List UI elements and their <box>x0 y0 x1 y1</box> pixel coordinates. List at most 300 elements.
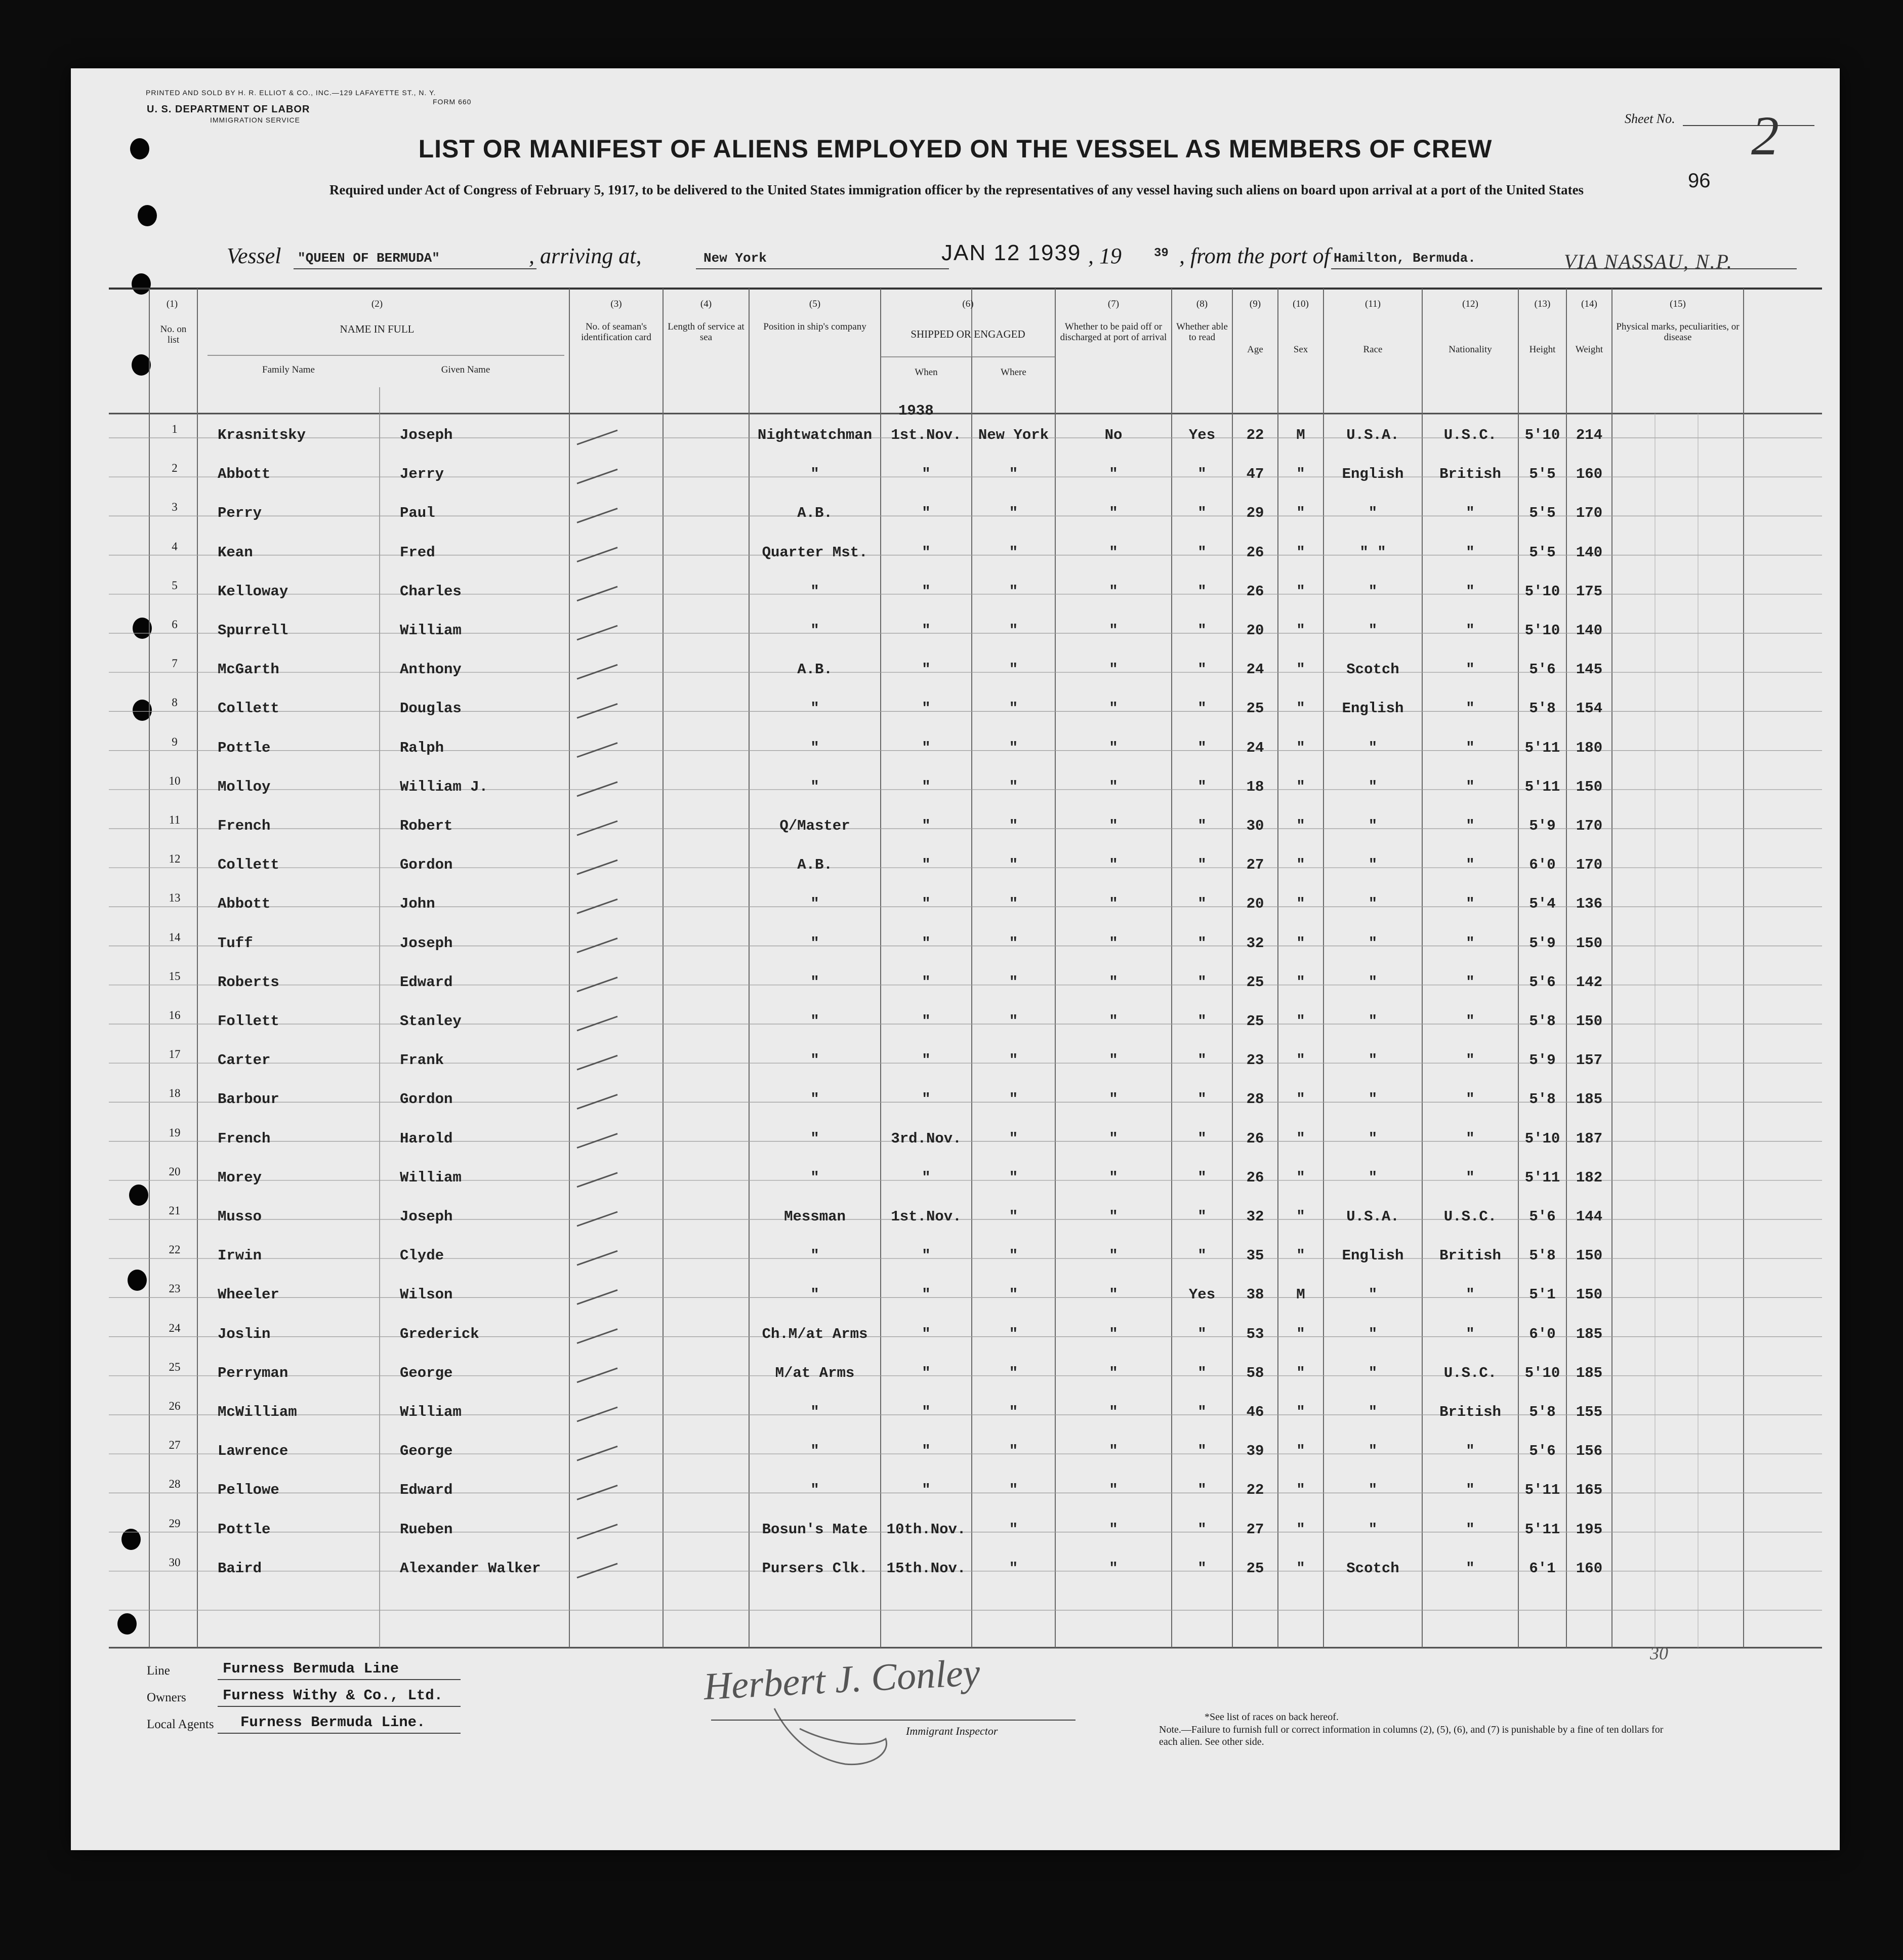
nationality: " <box>1466 1286 1475 1303</box>
sex: " <box>1296 1169 1305 1186</box>
via-port: VIA NASSAU, N.P. <box>1564 250 1733 273</box>
weight: 150 <box>1576 778 1603 795</box>
col13-num: (13) <box>1534 299 1551 309</box>
id-card-dash <box>577 1173 617 1187</box>
col15-num: (15) <box>1670 299 1686 309</box>
race: " <box>1368 778 1378 795</box>
row-number: 17 <box>169 1048 181 1061</box>
nationality: " <box>1466 895 1475 913</box>
sex: " <box>1296 1013 1305 1030</box>
given-name: Douglas <box>400 700 462 717</box>
height: 5'10 <box>1524 427 1560 443</box>
id-card-dash <box>577 1329 617 1343</box>
nationality: " <box>1466 856 1475 874</box>
row-number: 23 <box>169 1282 181 1295</box>
able-to-read: " <box>1197 544 1207 561</box>
height: 5'11 <box>1524 1521 1560 1538</box>
nationality: " <box>1466 583 1475 600</box>
id-card-dash <box>577 899 617 913</box>
age: 38 <box>1246 1286 1264 1303</box>
given-name: Edward <box>400 973 453 991</box>
shipped-when: " <box>922 1247 931 1264</box>
position: " <box>810 622 819 639</box>
age: 32 <box>1246 1208 1264 1225</box>
age: 32 <box>1246 934 1264 952</box>
inspector-signature: Herbert J. Conley <box>702 1651 981 1708</box>
col7-label: Whether to be paid off or discharged at port of arrival <box>1060 321 1167 343</box>
sex: " <box>1296 466 1305 483</box>
shipped-when: 10th.Nov. <box>886 1521 966 1538</box>
sex: " <box>1296 505 1305 522</box>
row-number: 7 <box>172 657 178 670</box>
given-name: Robert <box>400 818 453 834</box>
age: 25 <box>1246 1560 1264 1577</box>
paid-off: " <box>1109 661 1118 678</box>
row-number: 9 <box>172 735 178 748</box>
shipped-when: " <box>922 661 931 678</box>
shipped-when: " <box>922 700 931 717</box>
id-card-dash <box>577 469 617 483</box>
row-number: 18 <box>169 1087 181 1100</box>
sex: " <box>1296 622 1305 639</box>
sheet-no-label: Sheet No. <box>1625 111 1675 126</box>
shipped-where: " <box>1009 1560 1018 1577</box>
position: Nightwatchman <box>757 427 873 443</box>
family-name: Kelloway <box>218 583 288 600</box>
race-note: *See list of races on back hereof. <box>1205 1711 1339 1723</box>
able-to-read: " <box>1197 739 1207 756</box>
inspector-label: Immigrant Inspector <box>906 1725 998 1737</box>
race: English <box>1342 1247 1404 1264</box>
race: " <box>1368 1443 1378 1460</box>
age: 23 <box>1246 1052 1264 1069</box>
sex: " <box>1296 1052 1305 1069</box>
race: " <box>1368 1169 1378 1186</box>
shipped-where: " <box>1009 1404 1018 1420</box>
family-name: Pellowe <box>218 1482 279 1499</box>
id-card-dash <box>577 743 617 757</box>
weight: 175 <box>1576 583 1603 600</box>
sex: " <box>1296 934 1305 952</box>
age: 25 <box>1246 1013 1264 1030</box>
age: 26 <box>1246 583 1264 600</box>
col14-num: (14) <box>1581 299 1597 309</box>
position: A.B. <box>797 505 833 522</box>
given-name: Stanley <box>400 1013 462 1030</box>
col4-label: Length of service at sea <box>668 321 744 343</box>
paid-off: " <box>1109 1091 1118 1108</box>
height: 6'0 <box>1529 1325 1556 1342</box>
row-number: 22 <box>169 1243 181 1256</box>
given-name-header: Given Name <box>441 364 490 375</box>
weight: 144 <box>1576 1208 1603 1225</box>
able-to-read: " <box>1197 778 1207 795</box>
height: 5'11 <box>1524 1169 1560 1186</box>
shipped-when: " <box>922 1364 931 1381</box>
paid-off: " <box>1109 583 1118 600</box>
age: 27 <box>1246 1521 1264 1538</box>
race: " <box>1368 1052 1378 1069</box>
paid-off: " <box>1109 1325 1118 1342</box>
sex: " <box>1296 778 1305 795</box>
height: 5'8 <box>1529 1247 1556 1264</box>
nationality: " <box>1466 700 1475 717</box>
row-number: 11 <box>169 813 181 826</box>
sex: " <box>1296 1404 1305 1420</box>
id-card-dash <box>577 821 617 835</box>
col5-num: (5) <box>809 299 821 309</box>
position: " <box>810 895 819 913</box>
able-to-read: Yes <box>1188 427 1216 443</box>
age: 27 <box>1246 856 1264 874</box>
shipped-where: " <box>1009 1325 1018 1342</box>
col3-label: No. of seaman's identification card <box>581 321 651 343</box>
nationality: " <box>1466 973 1475 991</box>
family-name: Baird <box>218 1560 262 1577</box>
sex: " <box>1296 1521 1305 1538</box>
shipped-when: " <box>922 1052 931 1069</box>
printer-line: PRINTED AND SOLD BY H. R. ELLIOT & CO., INC.—129 LAFAYETTE ST., N. Y. <box>146 89 436 97</box>
paid-off: " <box>1109 700 1118 717</box>
race: " <box>1368 856 1378 874</box>
id-card-dash <box>577 1485 617 1499</box>
shipped-when: " <box>922 856 931 874</box>
paid-off: " <box>1109 1521 1118 1538</box>
id-card-dash <box>577 1446 617 1460</box>
given-name: Grederick <box>400 1325 479 1342</box>
nationality: " <box>1466 1013 1475 1030</box>
row-number: 6 <box>172 618 178 631</box>
vessel-label: Vessel <box>227 243 281 268</box>
family-name: Perry <box>218 505 262 522</box>
age: 53 <box>1246 1325 1264 1342</box>
id-card-dash <box>577 1016 617 1031</box>
shipped-when: " <box>922 778 931 795</box>
family-name: Irwin <box>218 1247 262 1264</box>
paid-off: " <box>1109 505 1118 522</box>
sex: " <box>1296 544 1305 561</box>
given-name: Jerry <box>400 466 444 483</box>
row-number: 1 <box>172 423 178 435</box>
col3-num: (3) <box>610 299 622 309</box>
family-name: Tuff <box>218 934 253 952</box>
row-number: 25 <box>169 1360 181 1373</box>
id-card-dash <box>577 1251 617 1265</box>
family-name: Follett <box>218 1013 279 1030</box>
family-name: Perryman <box>218 1364 288 1381</box>
list-count: 30 <box>1650 1643 1668 1663</box>
paid-off: " <box>1109 1560 1118 1577</box>
year-above-when: 1938 <box>898 402 934 419</box>
sex: " <box>1296 1325 1305 1342</box>
race: " <box>1368 739 1378 756</box>
paid-off: " <box>1109 739 1118 756</box>
vessel-name: "QUEEN OF BERMUDA" <box>298 251 440 266</box>
race: Scotch <box>1346 661 1399 678</box>
col6-num: (6) <box>962 299 974 309</box>
able-to-read: " <box>1197 1013 1207 1030</box>
given-name: Harold <box>400 1130 453 1147</box>
family-name: McWilliam <box>218 1404 297 1420</box>
paid-off: " <box>1109 934 1118 952</box>
fine-note: Note.—Failure to furnish full or correct information in columns (2), (5), (6), and (7) is punishable by a fine of ten dollars for each alien. See other side. <box>1159 1724 1664 1747</box>
age: 26 <box>1246 544 1264 561</box>
when-header: When <box>915 367 938 378</box>
able-to-read: " <box>1197 583 1207 600</box>
sheet-number: 2 <box>1751 105 1779 167</box>
age: 20 <box>1246 622 1264 639</box>
height: 5'10 <box>1524 1364 1560 1381</box>
sex: " <box>1296 973 1305 991</box>
weight: 170 <box>1576 856 1603 874</box>
col1-label: No. on list <box>160 324 187 345</box>
height: 5'10 <box>1524 1130 1560 1147</box>
row-number: 29 <box>169 1517 181 1530</box>
nationality: " <box>1466 778 1475 795</box>
col15-label: Physical marks, peculiarities, or disease <box>1616 321 1740 343</box>
weight: 155 <box>1576 1404 1603 1420</box>
col12-label: Nationality <box>1449 344 1492 355</box>
position: " <box>810 934 819 952</box>
nationality: " <box>1466 739 1475 756</box>
position: " <box>810 1013 819 1030</box>
position: " <box>810 739 819 756</box>
shipped-where: " <box>1009 583 1018 600</box>
nationality: " <box>1466 1443 1475 1460</box>
shipped-where: " <box>1009 1052 1018 1069</box>
position: " <box>810 1286 819 1303</box>
height: 5'8 <box>1529 1091 1556 1108</box>
col8-label: Whether able to read <box>1176 321 1228 343</box>
weight: 160 <box>1576 1560 1603 1577</box>
department: U. S. DEPARTMENT OF LABOR <box>147 104 310 115</box>
able-to-read: " <box>1197 818 1207 834</box>
age: 18 <box>1246 778 1264 795</box>
paid-off: " <box>1109 1404 1118 1420</box>
family-name: Collett <box>218 700 279 717</box>
weight: 142 <box>1576 973 1603 991</box>
row-number: 20 <box>169 1165 181 1178</box>
position: M/at Arms <box>775 1364 855 1381</box>
sex: " <box>1296 818 1305 834</box>
race: " <box>1368 934 1378 952</box>
col6-label: SHIPPED OR ENGAGED <box>911 328 1025 340</box>
row-number: 21 <box>169 1204 181 1217</box>
race: " <box>1368 973 1378 991</box>
age: 22 <box>1246 1482 1264 1499</box>
nationality: British <box>1439 1404 1501 1420</box>
shipped-when: 3rd.Nov. <box>891 1130 962 1147</box>
family-name: Abbott <box>218 895 271 913</box>
height: 5'8 <box>1529 1013 1556 1030</box>
id-card-dash <box>577 1055 617 1070</box>
age: 26 <box>1246 1169 1264 1186</box>
id-card-dash <box>577 938 617 953</box>
id-card-dash <box>577 1094 617 1109</box>
height: 5'6 <box>1529 1443 1556 1460</box>
weight: 145 <box>1576 661 1603 678</box>
age: 58 <box>1246 1364 1264 1381</box>
paid-off: " <box>1109 1169 1118 1186</box>
height: 5'9 <box>1529 934 1556 952</box>
year-label: , 19 <box>1088 243 1122 268</box>
row-number: 15 <box>169 969 181 983</box>
given-name: Gordon <box>400 856 453 874</box>
shipped-when: " <box>922 1404 931 1420</box>
height: 5'9 <box>1529 818 1556 834</box>
position: " <box>810 1052 819 1069</box>
owners-label: Owners <box>147 1691 186 1704</box>
id-card-dash <box>577 508 617 522</box>
weight: 156 <box>1576 1443 1603 1460</box>
race: " <box>1368 1130 1378 1147</box>
age: 26 <box>1246 1130 1264 1147</box>
id-card-dash <box>577 430 617 444</box>
height: 5'11 <box>1524 1482 1560 1499</box>
family-name: French <box>218 818 271 834</box>
shipped-where: " <box>1009 778 1018 795</box>
given-name: William <box>400 1404 462 1420</box>
able-to-read: " <box>1197 1208 1207 1225</box>
weight: 195 <box>1576 1521 1603 1538</box>
age: 35 <box>1246 1247 1264 1264</box>
weight: 150 <box>1576 1013 1603 1030</box>
row-number: 14 <box>169 930 181 944</box>
family-name: Molloy <box>218 778 271 795</box>
year-suffix: 39 <box>1154 247 1169 260</box>
able-to-read: " <box>1197 1091 1207 1108</box>
race: " <box>1368 1404 1378 1420</box>
able-to-read: " <box>1197 1169 1207 1186</box>
family-name: Joslin <box>218 1325 271 1342</box>
able-to-read: " <box>1197 1521 1207 1538</box>
given-name: Joseph <box>400 1208 453 1225</box>
height: 5'5 <box>1529 466 1556 483</box>
agents-value: Furness Bermuda Line. <box>240 1714 426 1731</box>
given-name: Alexander Walker <box>400 1560 541 1577</box>
position: Q/Master <box>779 818 850 834</box>
position: " <box>810 1130 819 1147</box>
shipped-when: " <box>922 1443 931 1460</box>
weight: 140 <box>1576 622 1603 639</box>
given-name: William <box>400 1169 462 1186</box>
nationality: " <box>1466 661 1475 678</box>
id-card-dash <box>577 1290 617 1304</box>
given-name: Charles <box>400 583 462 600</box>
race: " <box>1368 1286 1378 1303</box>
id-card-dash <box>577 1134 617 1148</box>
age: 30 <box>1246 818 1264 834</box>
weight: 182 <box>1576 1169 1603 1186</box>
stamp-number: 96 <box>1688 170 1711 192</box>
height: 5'5 <box>1529 544 1556 561</box>
age: 28 <box>1246 1091 1264 1108</box>
row-number: 19 <box>169 1126 181 1139</box>
sex: " <box>1296 856 1305 874</box>
given-name: Wilson <box>400 1286 453 1303</box>
shipped-when: " <box>922 1013 931 1030</box>
race: " <box>1368 1521 1378 1538</box>
family-name: Roberts <box>218 973 279 991</box>
age: 24 <box>1246 739 1264 756</box>
height: 5'4 <box>1529 895 1556 913</box>
shipped-where: " <box>1009 1443 1018 1460</box>
shipped-where: " <box>1009 973 1018 991</box>
shipped-where: " <box>1009 1013 1018 1030</box>
given-name: Frank <box>400 1052 444 1069</box>
height: 5'11 <box>1524 739 1560 756</box>
able-to-read: " <box>1197 1404 1207 1420</box>
family-name: Pottle <box>218 1521 271 1538</box>
col14-label: Weight <box>1575 344 1603 355</box>
height: 5'8 <box>1529 1404 1556 1420</box>
weight: 185 <box>1576 1364 1603 1381</box>
weight: 157 <box>1576 1052 1603 1069</box>
from-port: Hamilton, Bermuda. <box>1334 251 1476 266</box>
shipped-where: " <box>1009 895 1018 913</box>
able-to-read: " <box>1197 661 1207 678</box>
shipped-where: " <box>1009 1482 1018 1499</box>
shipped-when: " <box>922 505 931 522</box>
height: 5'5 <box>1529 505 1556 522</box>
race: U.S.A. <box>1346 427 1399 443</box>
shipped-where: " <box>1009 622 1018 639</box>
race: English <box>1342 700 1404 717</box>
given-name: George <box>400 1443 453 1460</box>
given-name: Ralph <box>400 739 444 756</box>
row-number: 13 <box>169 891 181 905</box>
family-name: Barbour <box>218 1091 279 1108</box>
row-number: 10 <box>169 774 181 787</box>
given-name: Joseph <box>400 934 453 952</box>
given-name: John <box>400 895 435 913</box>
col7-num: (7) <box>1107 299 1120 309</box>
paid-off: " <box>1109 1286 1118 1303</box>
row-number: 26 <box>169 1400 181 1412</box>
shipped-when: 15th.Nov. <box>886 1560 966 1577</box>
shipped-where: " <box>1009 1169 1018 1186</box>
id-card-dash <box>577 1212 617 1226</box>
age: 22 <box>1246 427 1264 443</box>
nationality: " <box>1466 622 1475 639</box>
id-card-dash <box>577 665 617 679</box>
position: " <box>810 1404 819 1420</box>
page-subtitle: Required under Act of Congress of February 5, 1917, to be delivered to the United States immigration officer by the representatives of any vessel having such aliens on board upon arrival at a port of the United States <box>329 182 1584 197</box>
paid-off: " <box>1109 544 1118 561</box>
sex: " <box>1296 1247 1305 1264</box>
paid-off: " <box>1109 895 1118 913</box>
race: " <box>1368 622 1378 639</box>
nationality: " <box>1466 1130 1475 1147</box>
race: " <box>1368 1013 1378 1030</box>
shipped-where: " <box>1009 739 1018 756</box>
row-number: 28 <box>169 1478 181 1491</box>
age: 46 <box>1246 1404 1264 1420</box>
id-card-dash <box>577 1564 617 1578</box>
race: Scotch <box>1346 1560 1399 1577</box>
form-number: FORM 660 <box>433 98 472 106</box>
id-card-dash <box>577 860 617 874</box>
height: 5'1 <box>1529 1286 1556 1303</box>
row-number: 2 <box>172 462 178 475</box>
row-number: 16 <box>169 1009 181 1022</box>
col9-label: Age <box>1247 344 1263 355</box>
manifest-sheet <box>71 68 1840 1850</box>
nationality: British <box>1439 466 1501 483</box>
id-card-dash <box>577 1368 617 1382</box>
family-name: Collett <box>218 856 279 874</box>
sex: " <box>1296 661 1305 678</box>
